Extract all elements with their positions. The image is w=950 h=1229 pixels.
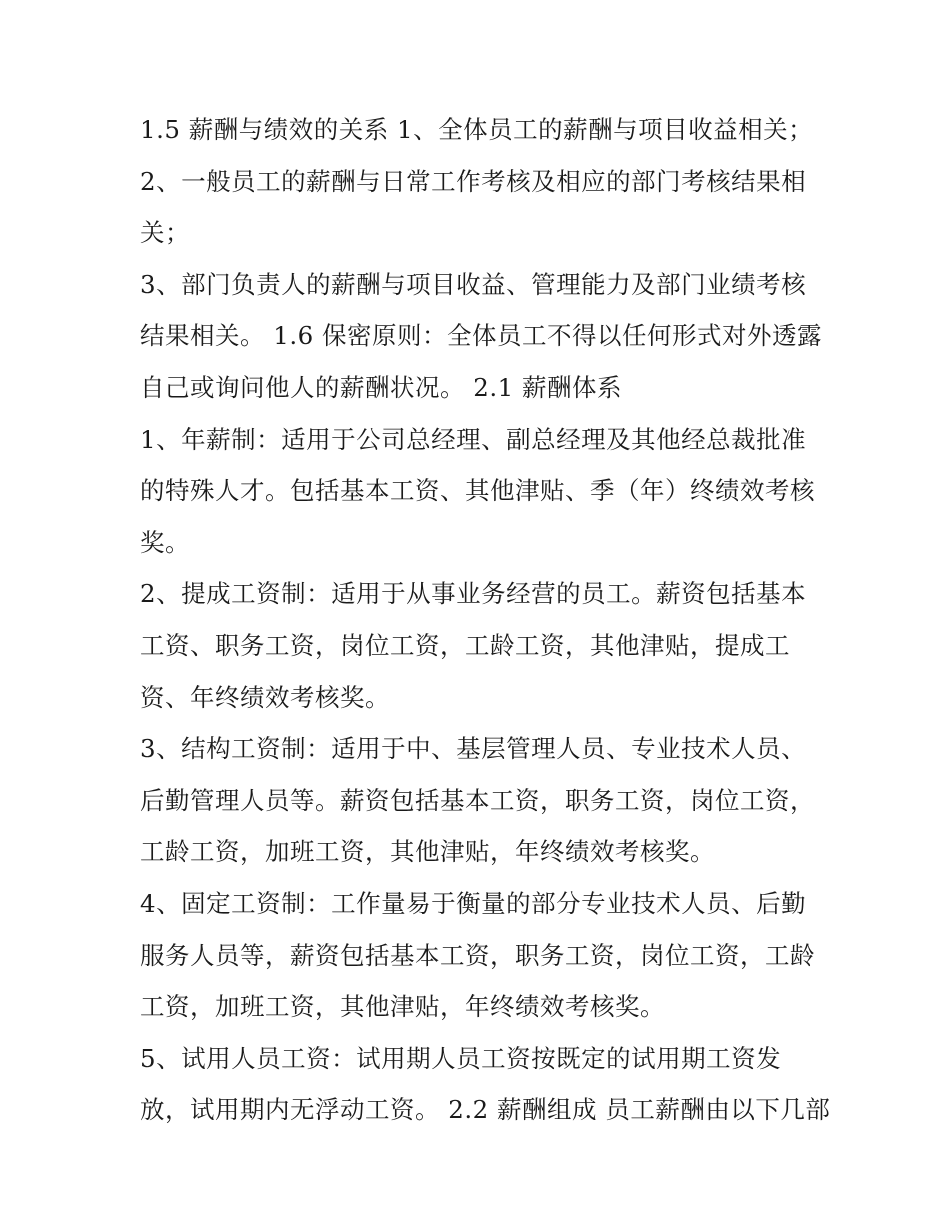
text-line: 关；: [140, 218, 190, 248]
text-line: 5、试用人员工资：试用期人员工资按既定的试用期工资发: [140, 1043, 782, 1073]
text-line: 2、提成工资制：适用于从事业务经营的员工。薪资包括基本: [140, 579, 807, 609]
document-body: [140, 104, 831, 1136]
text-line: 工龄工资，加班工资，其他津贴，年终绩效考核奖。: [140, 837, 715, 867]
text-line: 放，试用期内无浮动工资。 2.2 薪酬组成 员工薪酬由以下几部: [140, 1095, 831, 1125]
text-line: 工资、职务工资，岗位工资，工龄工资，其他津贴，提成工: [140, 630, 790, 660]
text-line: 后勤管理人员等。薪资包括基本工资，职务工资，岗位工资，: [140, 785, 815, 815]
text-line: 资、年终绩效考核奖。: [140, 682, 390, 712]
text-line: 1.5 薪酬与绩效的关系 1、全体员工的薪酬与项目收益相关；: [140, 115, 814, 144]
text-line: 3、结构工资制：适用于中、基层管理人员、专业技术人员、: [140, 734, 807, 764]
text-line: 结果相关。 1.6 保密原则：全体员工不得以任何形式对外透露: [140, 321, 823, 351]
text-line: 自己或询问他人的薪酬状况。 2.1 薪酬体系: [140, 372, 623, 402]
text-line: 1、年薪制：适用于公司总经理、副总经理及其他经总裁批准: [140, 424, 807, 454]
text-line: 奖。: [140, 527, 190, 557]
text-line: 4、固定工资制：工作量易于衡量的部分专业技术人员、后勤: [140, 888, 807, 918]
text-line: 2、一般员工的薪酬与日常工作考核及相应的部门考核结果相: [140, 166, 807, 196]
text-line: 3、部门负责人的薪酬与项目收益、管理能力及部门业绩考核: [140, 269, 807, 299]
text-line: 的特殊人才。包括基本工资、其他津贴、季（年）终绩效考核: [140, 476, 815, 506]
text-line: 工资，加班工资，其他津贴，年终绩效考核奖。: [140, 992, 665, 1022]
text-line: 服务人员等，薪资包括基本工资，职务工资，岗位工资，工龄: [140, 940, 815, 970]
